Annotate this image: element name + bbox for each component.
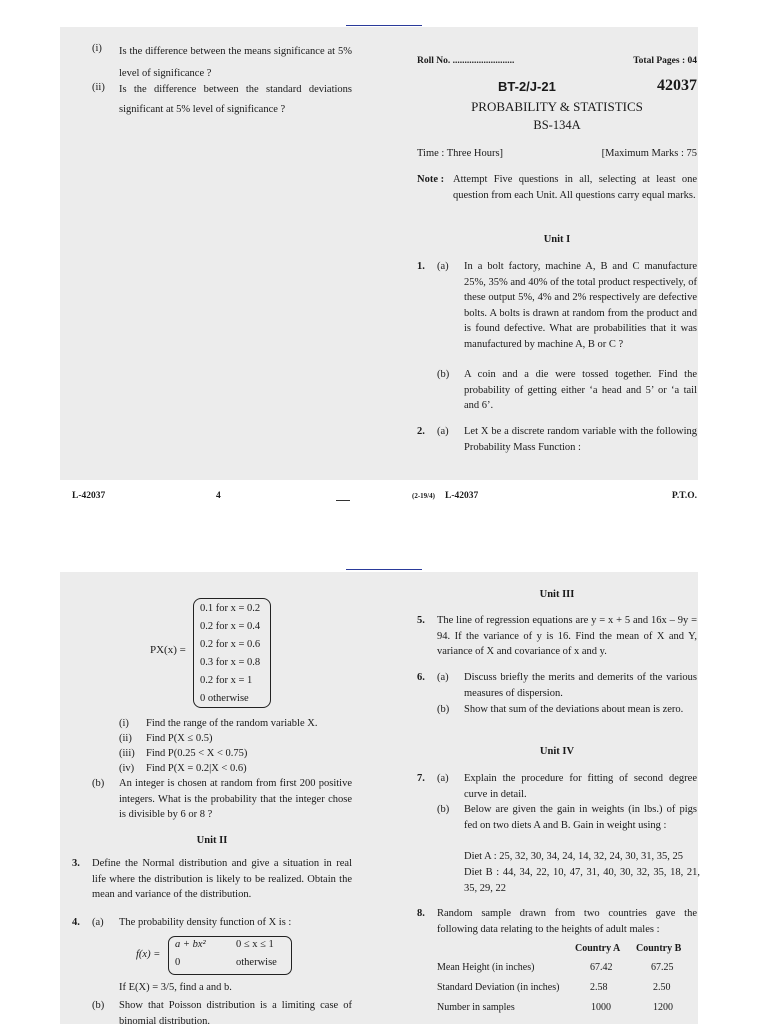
q3-number: 3. [72,858,80,869]
unit-2-heading: Unit II [196,835,228,846]
pmf-row: 0.2 for x = 0.4 [200,621,261,632]
mid-rule [346,569,422,570]
table-cell: Mean Height (in inches) [437,962,535,973]
sub-iv-text: Find P(X = 0.2|X < 0.6) [146,763,247,774]
q6-number: 6. [417,672,425,683]
fx-lhs: f(x) = [136,949,161,960]
pmf-row: 0.3 for x = 0.8 [200,657,261,668]
fx-row1-cond: 0 ≤ x ≤ 1 [236,939,274,950]
table-cell: Standard Deviation (in inches) [437,982,560,993]
note-text: Attempt Five questions in all, selecting at least one question from each Unit. All questions carry equal marks. [453,174,697,201]
pmf-lhs: PX(x) = [150,644,186,656]
q5-number: 5. [417,615,425,626]
q6a-text: Discuss briefly the merits and demerits of the various measures of dispersion. [464,672,697,699]
pmf-row: 0.1 for x = 0.2 [200,603,261,614]
q4a-text: The probability density function of X is : [119,917,292,928]
left-q-ii-num: (ii) [92,82,105,93]
q8-text: Random sample drawn from two countries gave the following data relating to the heights of adult males : [437,908,697,935]
q2-number: 2. [417,426,425,437]
table-cell: 67.42 [590,962,613,973]
q4a-given: If E(X) = 3/5, find a and b. [119,982,232,993]
q2a-text: Let X be a discrete random variable with the following Probability Mass Function : [464,426,697,453]
table-cell: 67.25 [651,962,674,973]
diet-a-data: Diet A : 25, 32, 30, 34, 24, 14, 32, 24, 30, 31, 35, 25 [464,851,684,862]
q7b-label: (b) [437,804,450,815]
paper-number: 42037 [657,77,697,94]
q4b-label: (b) [92,1000,105,1011]
left-q-ii-text: Is the difference between the standard deviations significant at 5% level of significance ? [119,84,352,115]
q6a-label: (a) [437,672,449,683]
fx-row2-expr: 0 [175,957,181,968]
q7-number: 7. [417,773,425,784]
q7a-label: (a) [437,773,449,784]
q4b-text: Show that Poisson distribution is a limiting case of binomial distribution. [119,1000,352,1027]
footer-page-number: 4 [216,491,221,501]
left-q-i-num: (i) [92,43,102,54]
sub-ii-text: Find P(X ≤ 0.5) [146,733,213,744]
fx-row2-cond: otherwise [236,957,277,968]
exam-sheet-1 [60,27,698,480]
q4-number: 4. [72,917,80,928]
subject-title: PROBABILITY & STATISTICS [471,99,643,114]
table-cell: 2.58 [590,982,608,993]
q8-number: 8. [417,908,425,919]
top-rule [346,25,422,26]
sub-iii-text: Find P(0.25 < X < 0.75) [146,748,248,759]
q1a-text: In a bolt factory, machine A, B and C manufacture 25%, 35% and 40% of the total product respectively, of these output 5%, 4% and 2% respectively are defective bolts. A bolts is drawn at random from the product and is found defective. What are probabilities that it was manufactured by machine A, B or C ? [464,261,697,350]
q4a-label: (a) [92,917,104,928]
table-cell: 1200 [653,1002,673,1013]
q5-text: The line of regression equations are y = x + 5 and 16x – 9y = 94. If the variance of y is 16. Find the mean of X and Y, variance of X and covariance of x and y. [437,615,697,657]
sub-iii-label: (iii) [119,748,135,759]
pmf-row: 0.2 for x = 0.6 [200,639,261,650]
pmf-row: 0 otherwise [200,693,249,704]
footer-right-code: L-42037 [445,491,479,501]
diet-b-data: Diet B : 44, 34, 22, 10, 47, 31, 40, 30, 32, 35, 18, 21, 35, 29, 22 [464,867,700,894]
maximum-marks: [Maximum Marks : 75 [601,148,697,159]
subject-code: BS-134A [533,118,581,132]
q2b-text: An integer is chosen at random from first 200 positive integers. What is the probability that the integer chose is divisible by 6 or 8 ? [119,778,352,820]
total-pages: Total Pages : 04 [633,56,697,66]
pmf-row: 0.2 for x = 1 [200,675,253,686]
note-label: Note : [417,174,445,185]
q6b-label: (b) [437,704,450,715]
table-cell: Number in samples [437,1002,515,1013]
roll-number: Roll No. .......................... [417,56,515,66]
exam-code: BT-2/J-21 [498,79,556,94]
time-allowed: Time : Three Hours] [417,148,504,159]
table-cell: 2.50 [653,982,671,993]
sub-i-text: Find the range of the random variable X. [146,718,318,729]
q3-text: Define the Normal distribution and give a situation in real life where the distribution is likely to be realized. Obtain the mean and variance of the distribution. [92,858,352,900]
q1a-label: (a) [437,261,449,272]
q1-number: 1. [417,261,425,272]
sub-iv-label: (iv) [119,763,135,774]
table-header: Country A [575,943,621,954]
q1b-label: (b) [437,369,450,380]
unit-4-heading: Unit IV [539,746,575,757]
sub-ii-label: (ii) [119,733,132,744]
left-q-i-text: Is the difference between the means significance at 5% level of significance ? [119,46,352,79]
q2a-label: (a) [437,426,449,437]
q7b-text: Below are given the gain in weights (in lbs.) of pigs fed on two diets A and B. Gain in weight using : [464,804,697,831]
q6b-text: Show that sum of the deviations about mean is zero. [464,704,684,715]
sub-i-label: (i) [119,718,129,729]
q2b-label: (b) [92,778,105,789]
unit-3-heading: Unit III [539,589,575,600]
exam-sheet-2 [60,572,700,1027]
footer-dash [336,500,350,501]
fx-row1-expr: a + bx² [175,939,206,950]
footer-small-code: (2-19/4) [412,492,435,500]
q7a-text: Explain the procedure for fitting of second degree curve in detail. [464,773,697,800]
table-cell: 1000 [591,1002,611,1013]
footer-pto: P.T.O. [671,491,697,501]
footer-left-code: L-42037 [72,491,106,501]
table-header: Country B [636,943,682,954]
unit-1-heading: Unit I [543,234,571,245]
q1b-text: A coin and a die were tossed together. Find the probability of getting either ‘a head and 5’ or ‘a tail and 6’. [464,369,697,411]
